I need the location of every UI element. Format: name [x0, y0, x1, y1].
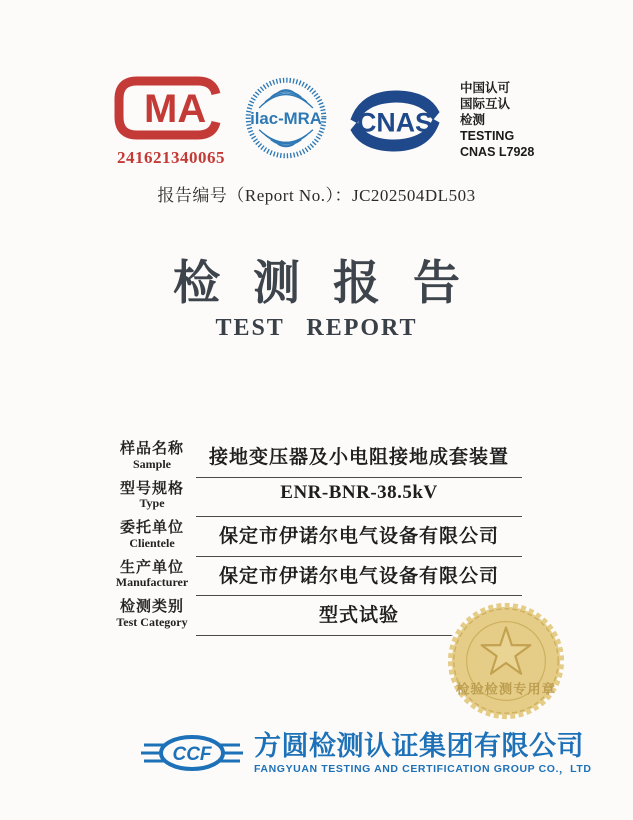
report-number-line [0, 181, 633, 206]
gold-foil-seal [443, 598, 569, 724]
field-label-en: Type [139, 496, 165, 511]
ilac-mra-mark [244, 76, 328, 165]
field-label [108, 557, 196, 597]
footer-company-name-en: FANGYUAN TESTING AND CERTIFICATION GROUP CO.，LTD [254, 763, 592, 775]
field-row-clientele [108, 517, 522, 557]
ccf-logo-icon [138, 731, 246, 775]
field-label-en: Clientele [129, 535, 175, 550]
footer-company-logo [138, 731, 592, 776]
field-label [108, 596, 196, 636]
field-label [108, 478, 196, 518]
accreditation-line-2: 国际互认 [460, 97, 511, 111]
ilac-mra-icon [244, 76, 328, 160]
cma-mark [108, 74, 234, 168]
field-label-zh: 型号规格 [119, 479, 184, 497]
seal-embossed-text: 检验检测专用章 [456, 681, 556, 697]
field-label-en: Manufacturer [115, 575, 189, 590]
accreditation-line-4: TESTING [460, 129, 515, 143]
cnas-letters: CNAS [357, 107, 433, 138]
field-label [108, 438, 196, 478]
field-row-manufacturer [108, 557, 522, 597]
field-label-zh: 样品名称 [119, 440, 184, 457]
field-label-en: Test Category [116, 614, 188, 629]
footer-company-name-zh: 方圆检测认证集团有限公司 [254, 731, 584, 761]
ilac-mra-letters: ilac-MRA [250, 108, 322, 128]
page-title-english: TEST REPORT [215, 315, 418, 341]
gold-seal-icon [443, 598, 569, 724]
field-row-sample [108, 438, 522, 478]
field-label-zh: 生产单位 [119, 558, 184, 576]
cma-icon [110, 74, 232, 142]
field-label-zh: 检测类别 [119, 598, 184, 615]
footer-company-names [254, 731, 592, 776]
accreditation-logo-row [108, 74, 548, 169]
field-value-sample: 接地变压器及小电阻接地成套装置 [196, 438, 522, 478]
accreditation-line-5: CNAS L7928 [460, 145, 535, 159]
field-label-en: Sample [132, 456, 171, 471]
field-value-test-category: 型式试验 [196, 596, 522, 636]
report-number-label: 报告编号（Report No.）： [157, 186, 352, 205]
field-label-zh: 委托单位 [119, 519, 184, 536]
cnas-icon [346, 85, 444, 157]
ccf-letters: CCF [172, 744, 212, 765]
field-row-type [108, 478, 522, 518]
accreditation-line-3: 检测 [460, 113, 486, 127]
field-value-manufacturer: 保定市伊诺尔电气设备有限公司 [196, 557, 522, 597]
cma-letters: MA [144, 87, 207, 131]
accreditation-line-1: 中国认可 [460, 81, 511, 95]
field-value-clientele: 保定市伊诺尔电气设备有限公司 [196, 517, 522, 557]
field-value-type: ENR-BNR-38.5kV [196, 478, 522, 518]
field-label [108, 517, 196, 557]
report-number-value: JC202504DL503 [351, 186, 476, 205]
accreditation-text-block [460, 80, 534, 160]
cnas-mark [346, 85, 446, 162]
cma-certificate-number: 241621340065 [117, 148, 225, 167]
page-title: 检测报告 [173, 258, 493, 310]
